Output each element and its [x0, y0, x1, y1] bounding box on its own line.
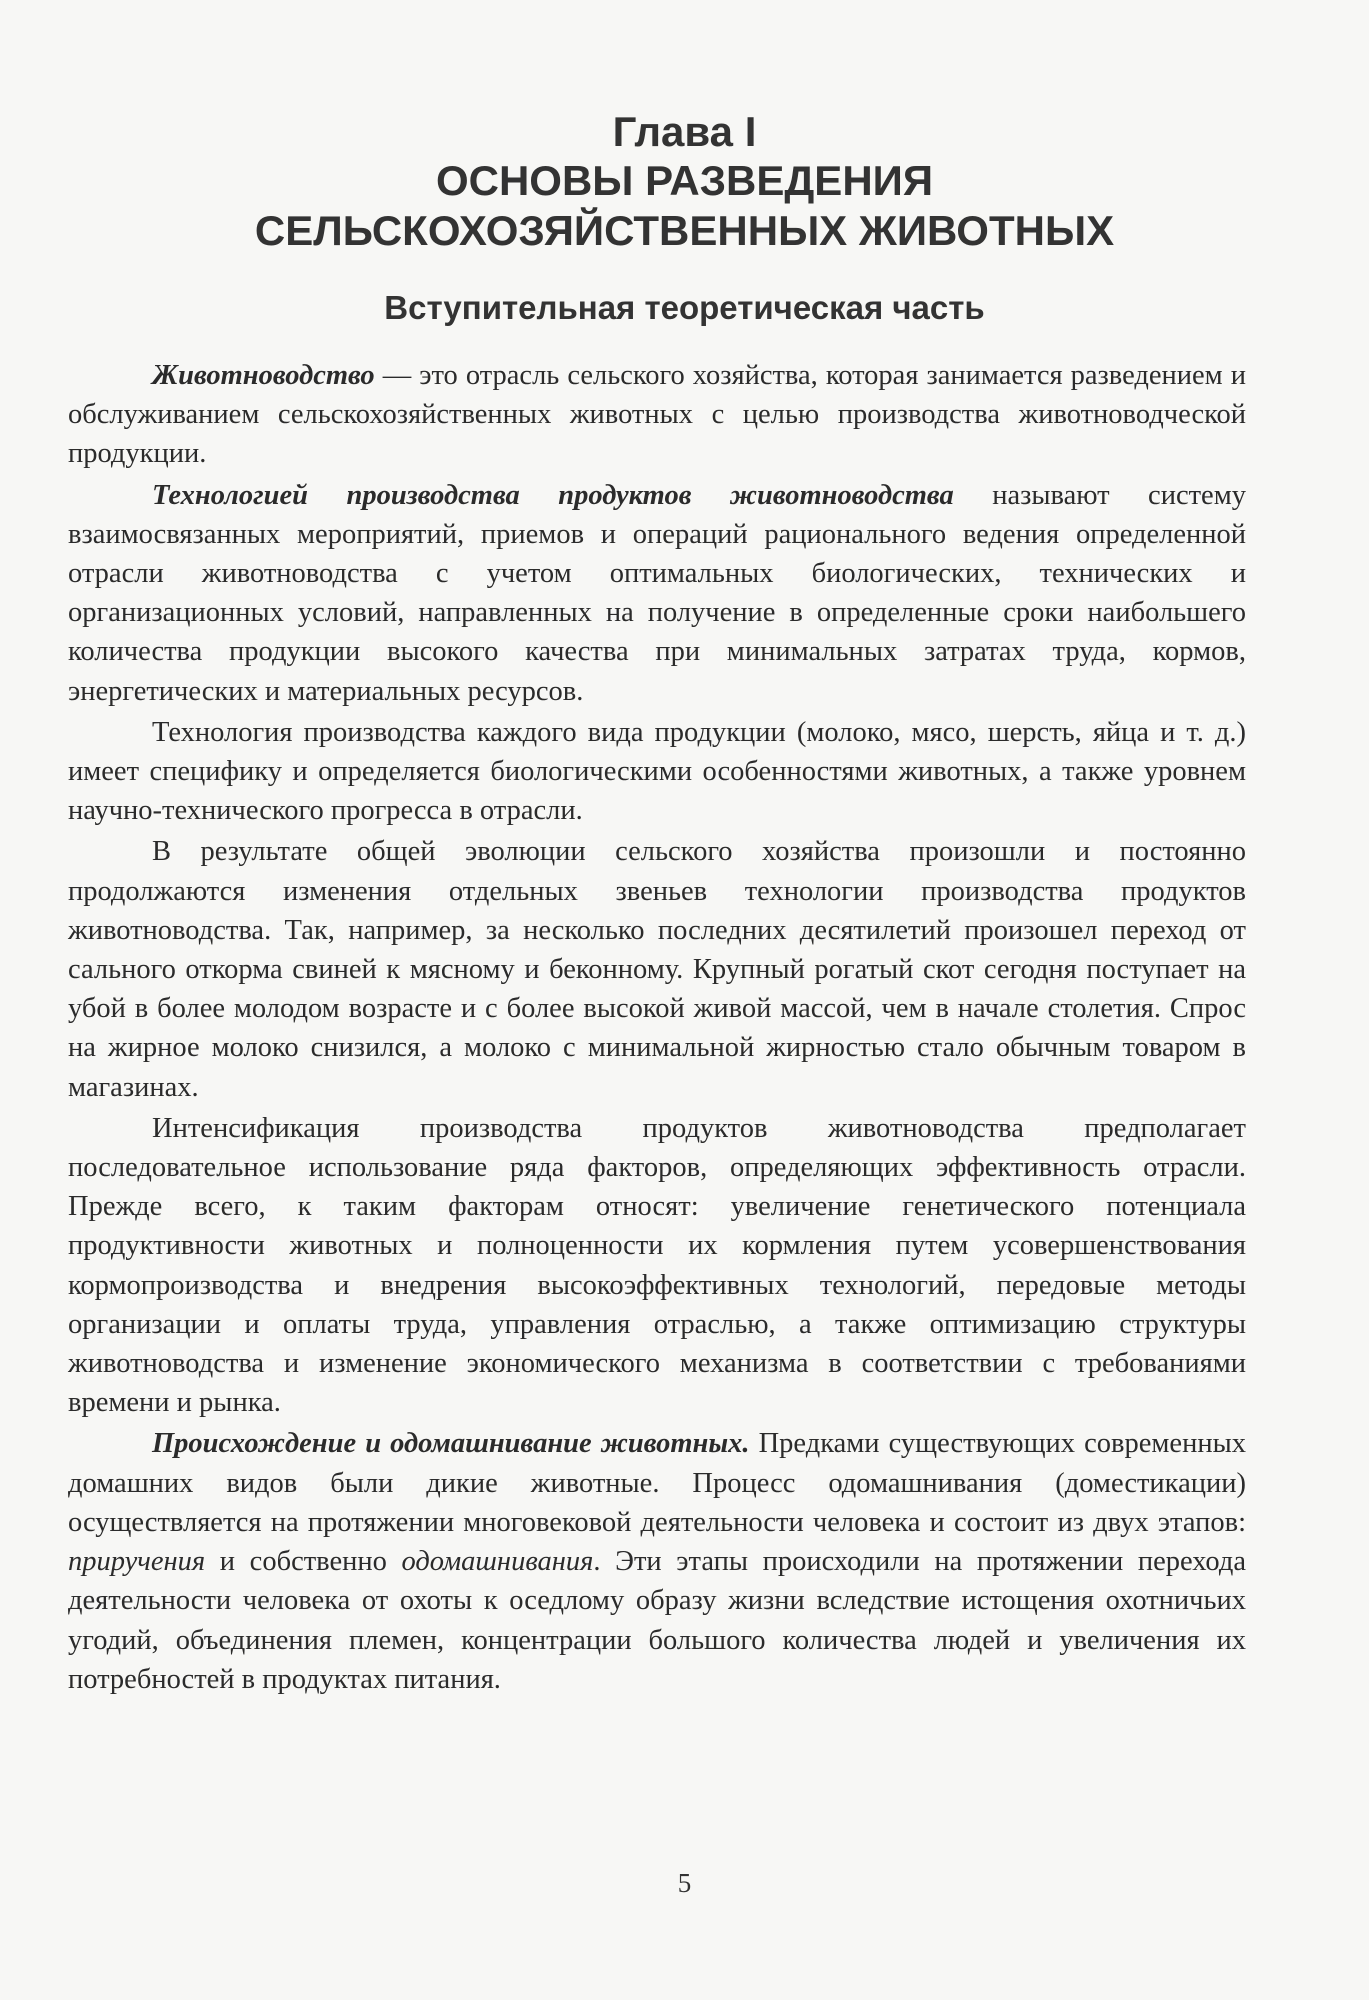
paragraph-text: называют систему взаимосвязанных мероприятий, приемов и операций рационального ведения определенной отрасли животноводства с учетом оптимальных биологических, технических и организационных условий, направленных на получение в определенные сроки наибольшего количества продукции высокого качества при минимальных затратах труда, кормов, энергетических и материальных ресурсов. [68, 479, 1246, 707]
italic-term: приручения [68, 1546, 206, 1578]
paragraph [68, 1424, 1246, 1698]
chapter-heading [0, 108, 1369, 328]
defined-term: Происхождение и одомашнивание животных. [152, 1428, 750, 1460]
paragraph-text: Предками существующих современных домашних видов были дикие животные. Процесс одомашнивания (доместикации) осуществляется на протяжении многовековой деятельности человека и состоит из двух этапов: [68, 1428, 1246, 1538]
paragraph: Технология производства каждого вида продукции (молоко, мясо, шерсть, яйца и т. д.) имеет специфику и определяется биологическими особенностями животных, а также уровнем научно-технического прогресса в отрасли. [68, 716, 1246, 827]
page-number: 5 [677, 1868, 692, 1898]
chapter-label: Глава I [612, 108, 757, 155]
defined-term: Животноводство [152, 360, 375, 391]
defined-term: Технологией производства продуктов животноводства [152, 479, 954, 511]
paragraph [68, 356, 1246, 474]
body-text [68, 356, 1246, 1699]
paragraph: В результате общей эволюции сельского хозяйства произошли и постоянно продолжаются изменения отдельных звеньев технологии производства продуктов животноводства. Так, например, за несколько последних десятилетий произошел переход от сального откорма свиней к мясному и беконному. Крупный рогатый скот сегодня поступает на убой в более молодом возрасте и с более высокой живой массой, чем в начале столетия. Спрос на жирное молоко снизился, а молоко с минимальной жирностью стало обычным товаром в магазинах. [68, 836, 1246, 1103]
paragraph [68, 476, 1246, 711]
paragraph-text: — это отрасль сельского хозяйства, которая занимается разведением и обслуживанием сельскохозяйственных животных с целью производства животноводческой продукции. [68, 360, 1246, 470]
section-title: Вступительная теоретическая часть [384, 289, 985, 326]
chapter-title-line-1: ОСНОВЫ РАЗВЕДЕНИЯ [435, 157, 934, 204]
paragraph-text: . Эти этапы происходили на протяжении перехода деятельности человека от охоты к оседлому образу жизни вследствие истощения охотничьих угодий, объединения племен, концентрации большого количества людей и увеличения их потребностей в продуктах питания. [68, 1546, 1247, 1695]
chapter-title-line-2: СЕЛЬСКОХОЗЯЙСТВЕННЫХ ЖИВОТНЫХ [254, 207, 1115, 254]
italic-term: одомашнивания [401, 1546, 594, 1578]
paragraph: Интенсификация производства продуктов животноводства предполагает последовательное использование ряда факторов, определяющих эффективность отрасли. Прежде всего, к таким факторам относят: увеличение генетического потенциала продуктивности животных и полноценности их кормления путем усовершенствования кормопроизводства и внедрения высокоэффективных технологий, передовые методы организации и оплаты труда, управления отраслью, а также оптимизацию структуры животноводства и изменение экономического механизма в соответствии с требованиями времени и рынка. [68, 1112, 1246, 1419]
paragraph-text: и собственно [205, 1546, 402, 1578]
